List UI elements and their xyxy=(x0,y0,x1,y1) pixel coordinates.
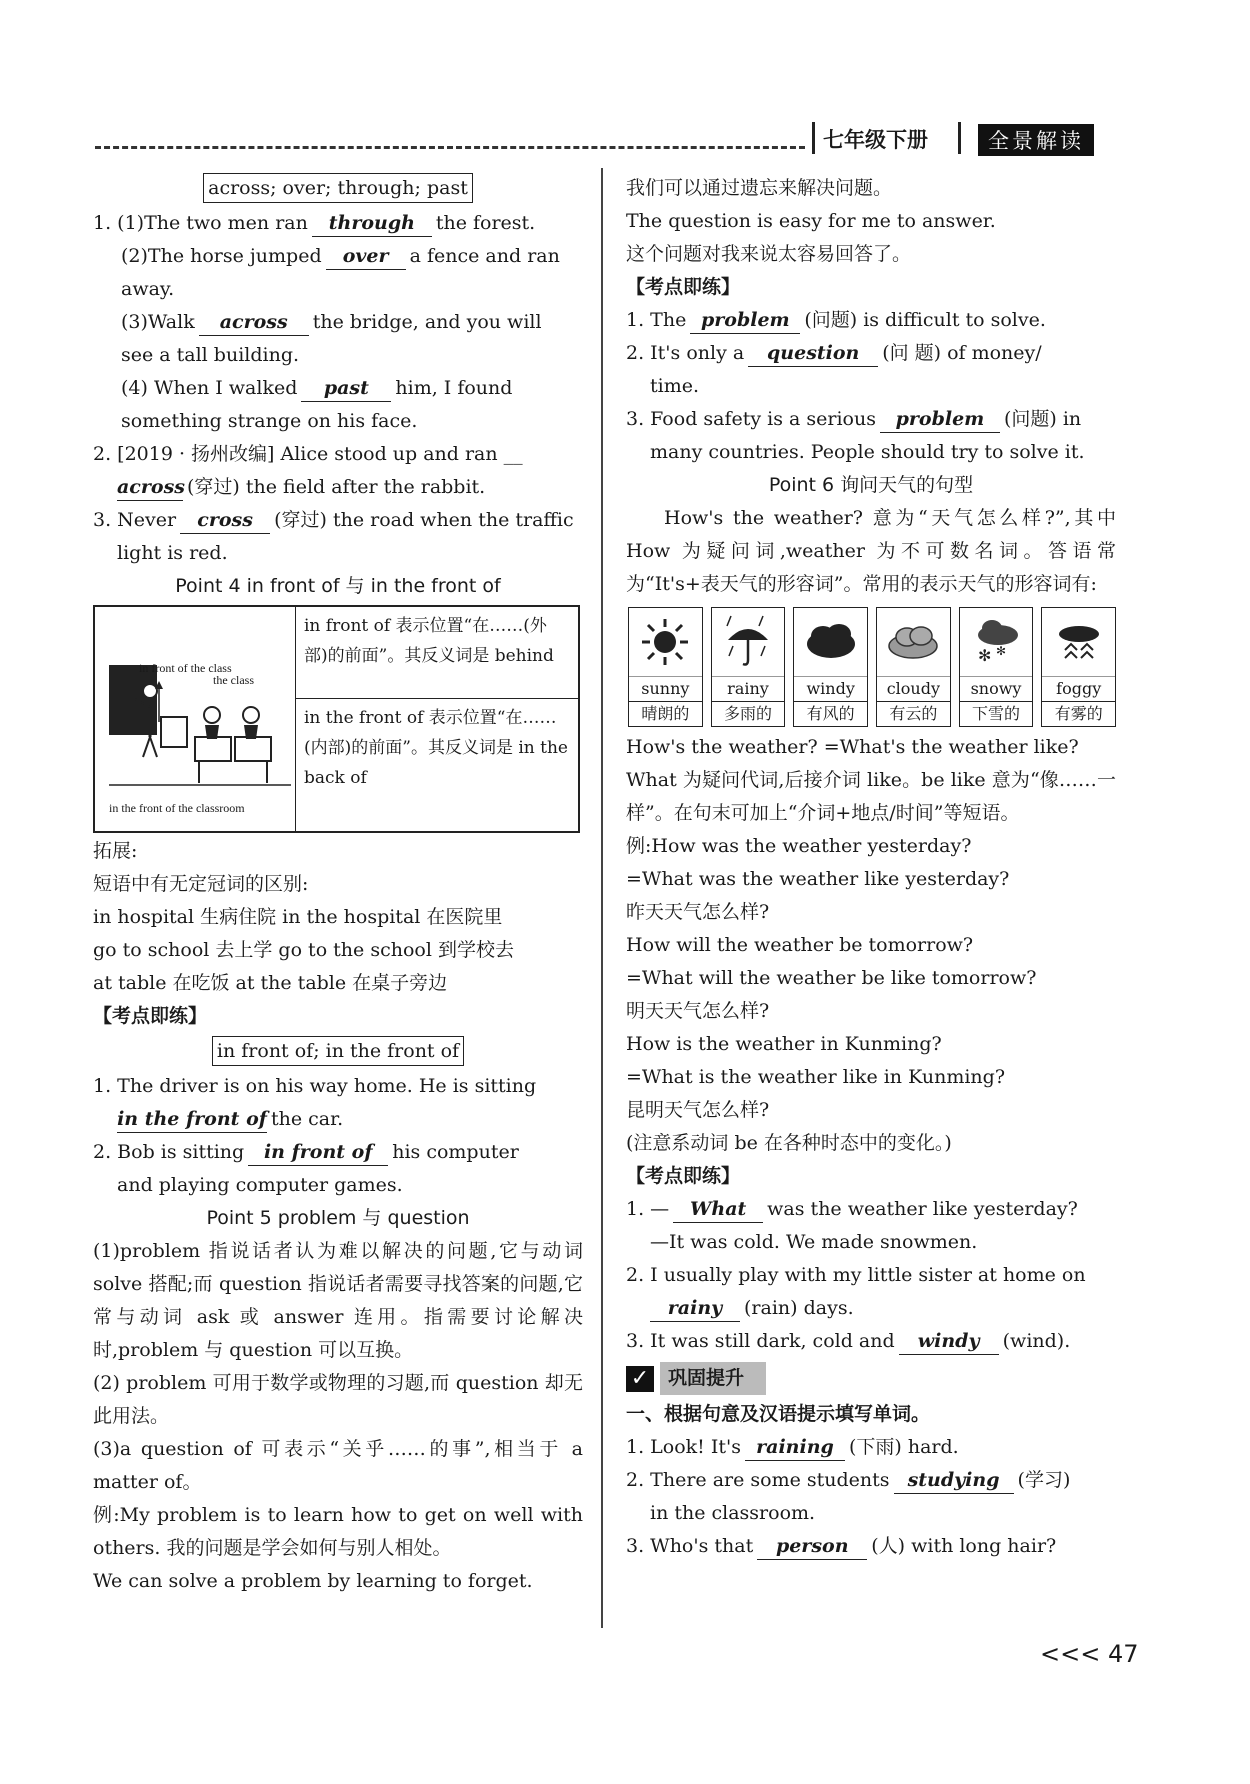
answer-blank: across xyxy=(117,474,183,501)
point-heading: Point 6 询问天气的句型 xyxy=(768,474,974,496)
answer-blank: in front of xyxy=(248,1139,388,1166)
sun-icon xyxy=(629,608,702,677)
exercise-line: 2. It's only a question (问 题) of money/ xyxy=(626,337,1116,370)
left-column xyxy=(93,172,583,1598)
exercise-line: 2. [2019 · 扬州改编] Alice stood up and ran __ xyxy=(93,443,523,465)
example-line: How is the weather in Kunming? xyxy=(626,1033,942,1055)
classroom-illustration xyxy=(94,606,296,832)
answer-blank: studying xyxy=(894,1467,1014,1494)
exercise-line: 3. Never cross (穿过) the road when the traffic xyxy=(93,504,583,537)
answer-blank: problem xyxy=(690,307,800,334)
comparison-table xyxy=(93,605,580,833)
weather-cn: 有云的 xyxy=(889,704,938,723)
page-arrows: <<< xyxy=(1040,1640,1101,1668)
exercise-line: 3. Who's that person (人) with long hair? xyxy=(626,1530,1116,1563)
extension-line: in hospital 生病住院 in the hospital 在医院里 xyxy=(93,906,503,928)
example-line: =What is the weather like in Kunming? xyxy=(626,1066,1006,1088)
paragraph: (3)a question of 可表示“关乎……的事”,相当于 a matter of。 xyxy=(93,1438,583,1493)
table-cell: in the front of 表示位置“在……(内部)的前面”。其反义词是 in the back of xyxy=(296,699,580,832)
word-box: in front of; in the front of xyxy=(212,1036,464,1066)
exercise-line: and playing computer games. xyxy=(117,1174,403,1196)
header-bar xyxy=(812,122,815,154)
caption: in the front of the classroom xyxy=(109,801,245,815)
answer-blank: person xyxy=(757,1533,867,1560)
paragraph: 例:My problem is to learn how to get on well with others. 我的问题是学会如何与别人相处。 xyxy=(93,1504,583,1559)
fog-icon xyxy=(1042,608,1115,677)
svg-text:✻: ✻ xyxy=(978,646,992,665)
answer-blank: problem xyxy=(880,406,1000,433)
weather-en: windy xyxy=(794,677,867,702)
paragraph: (2) problem 可用于数学或物理的习题,而 question 却无此用法。 xyxy=(93,1372,583,1427)
header-bar xyxy=(958,122,961,154)
answer-blank: across xyxy=(199,309,309,336)
exercise-line: 1. Look! It's raining (下雨) hard. xyxy=(626,1431,1116,1464)
answer-blank: through xyxy=(312,210,432,237)
paragraph: What 为疑问代词,后接介词 like。be like 意为“像……一样”。在句末可加上“介词+地点/时间”等短语。 xyxy=(626,769,1116,824)
exercise-line: (4) When I walked past him, I found xyxy=(93,372,583,405)
answer-blank: raining xyxy=(745,1434,845,1461)
weather-en: rainy xyxy=(712,677,785,702)
example-line: 昨天天气怎么样? xyxy=(626,901,770,923)
answer-blank: rainy xyxy=(650,1295,740,1322)
exercise-line: (3)Walk across the bridge, and you will xyxy=(93,306,583,339)
exercise-line: in the classroom. xyxy=(650,1501,816,1524)
weather-cn: 多雨的 xyxy=(724,704,773,723)
weather-card xyxy=(1041,607,1116,727)
exercise-line: see a tall building. xyxy=(121,344,300,366)
snow-icon xyxy=(960,608,1033,677)
header-series: 全景解读 xyxy=(978,124,1094,156)
weather-card xyxy=(711,607,786,727)
example-line: =What was the weather like yesterday? xyxy=(626,868,1010,890)
svg-text:✻: ✻ xyxy=(996,644,1007,658)
practice-heading: 【考点即练】 xyxy=(93,1005,208,1027)
weather-card xyxy=(793,607,868,727)
answer-blank: question xyxy=(748,340,878,367)
example-line: 明天天气怎么样? xyxy=(626,1000,770,1022)
weather-cn: 有雾的 xyxy=(1054,704,1103,723)
caption: the class xyxy=(213,673,254,687)
answer-blank: past xyxy=(301,375,391,402)
extension-line: at table 在吃饭 at the table 在桌子旁边 xyxy=(93,972,448,994)
answer-blank: over xyxy=(326,243,406,270)
point-heading: Point 4 in front of 与 in the front of xyxy=(175,575,501,597)
weather-card xyxy=(876,607,951,727)
checkmark-icon: ✓ xyxy=(626,1366,654,1392)
exercise-line: across (穿过) the field after the rabbit. xyxy=(93,471,583,504)
practice-heading: 【考点即练】 xyxy=(626,1165,741,1187)
example-line: (注意系动词 be 在各种时态中的变化。) xyxy=(626,1132,952,1154)
header-divider xyxy=(95,146,805,149)
exercise-line: in the front of the car. xyxy=(93,1103,583,1136)
exercise-line: many countries. People should try to solve it. xyxy=(650,441,1085,463)
example-line: How will the weather be tomorrow? xyxy=(626,934,974,956)
weather-en: cloudy xyxy=(877,677,950,702)
exercise-line: (2)The horse jumped over a fence and ran xyxy=(93,240,583,273)
section-heading xyxy=(626,1362,766,1395)
extension-line: go to school 去上学 go to the school 到学校去 xyxy=(93,939,514,961)
exercise-line: time. xyxy=(650,375,700,397)
weather-en: sunny xyxy=(629,677,702,702)
paragraph: 这个问题对我来说太容易回答了。 xyxy=(626,243,912,265)
exercise-line: —It was cold. We made snowmen. xyxy=(650,1231,978,1253)
exercise-line: 1. (1)The two men ran through the forest. xyxy=(93,207,583,240)
weather-cn: 晴朗的 xyxy=(641,704,690,723)
exercise-line: 1. The problem (问题) is difficult to solve. xyxy=(626,304,1116,337)
example-line: =What will the weather be like tomorrow? xyxy=(626,967,1037,989)
page-number: <<< 47 xyxy=(1040,1640,1139,1668)
paragraph: (1)problem 指说话者认为难以解决的问题,它与动词 solve 搭配;而 question 指说话者需要寻找答案的问题,它常与动词 ask 或 answer 连用。指需要讨论解决时,problem 与 question 可以互换。 xyxy=(93,1240,583,1361)
exercise-line: 2. There are some students studying (学习) xyxy=(626,1464,1116,1497)
exercise-line: 2. I usually play with my little sister at home on xyxy=(626,1264,1086,1286)
extension-line: 短语中有无定冠词的区别: xyxy=(93,873,309,895)
exercise-line: 3. Food safety is a serious problem (问题) in xyxy=(626,403,1116,436)
weather-cn: 下雪的 xyxy=(972,704,1021,723)
umbrella-rain-icon xyxy=(712,608,785,677)
right-column xyxy=(626,172,1116,1563)
section-instruction: 一、根据句意及汉语提示填写单词。 xyxy=(626,1402,931,1425)
caption: in front of the class xyxy=(139,661,232,675)
practice-heading: 【考点即练】 xyxy=(626,276,741,298)
example-line: 例:How was the weather yesterday? xyxy=(626,835,972,857)
exercise-line: 2. Bob is sitting in front of his computer xyxy=(93,1136,583,1169)
paragraph: How's the weather? 意为“天气怎么样?”,其中 How 为疑问词,weather 为不可数名词。答语常为“It's+表天气的形容词”。常用的表示天气的形容词有: xyxy=(626,507,1116,595)
answer-blank: windy xyxy=(899,1328,999,1355)
extension-title: 拓展: xyxy=(93,840,138,862)
point-heading: Point 5 problem 与 question xyxy=(206,1207,470,1229)
header-grade: 七年级下册 xyxy=(823,128,928,152)
example-line: 昆明天气怎么样? xyxy=(626,1099,770,1121)
exercise-line: away. xyxy=(121,278,175,300)
paragraph: We can solve a problem by learning to forget. xyxy=(93,1570,533,1592)
weather-card xyxy=(959,607,1034,727)
paragraph: 我们可以通过遗忘来解决问题。 xyxy=(626,177,893,199)
weather-en: snowy xyxy=(960,677,1033,702)
exercise-line: 1. — What was the weather like yesterday? xyxy=(626,1193,1116,1226)
exercise-line: rainy (rain) days. xyxy=(626,1292,1116,1325)
weather-cn: 有风的 xyxy=(806,704,855,723)
exercise-line: 1. The driver is on his way home. He is sitting xyxy=(93,1075,537,1097)
weather-card xyxy=(628,607,703,727)
wind-cloud-icon xyxy=(794,608,867,677)
answer-blank: cross xyxy=(180,507,270,534)
section-title: 巩固提升 xyxy=(660,1362,766,1395)
weather-en: foggy xyxy=(1042,677,1115,702)
answer-blank: in the front of xyxy=(117,1106,267,1133)
column-divider xyxy=(601,168,603,1628)
answer-blank: What xyxy=(673,1196,763,1223)
exercise-line: 3. It was still dark, cold and windy (wind). xyxy=(626,1325,1116,1358)
paragraph: How's the weather? =What's the weather like? xyxy=(626,736,1079,758)
exercise-line: something strange on his face. xyxy=(121,410,418,432)
table-cell: in front of 表示位置“在……(外部)的前面”。其反义词是 behind xyxy=(296,606,580,699)
word-box: across; over; through; past xyxy=(203,173,473,203)
exercise-line: light is red. xyxy=(117,542,228,564)
weather-icon-row xyxy=(628,607,1116,727)
cloud-icon xyxy=(877,608,950,677)
paragraph: The question is easy for me to answer. xyxy=(626,210,996,232)
